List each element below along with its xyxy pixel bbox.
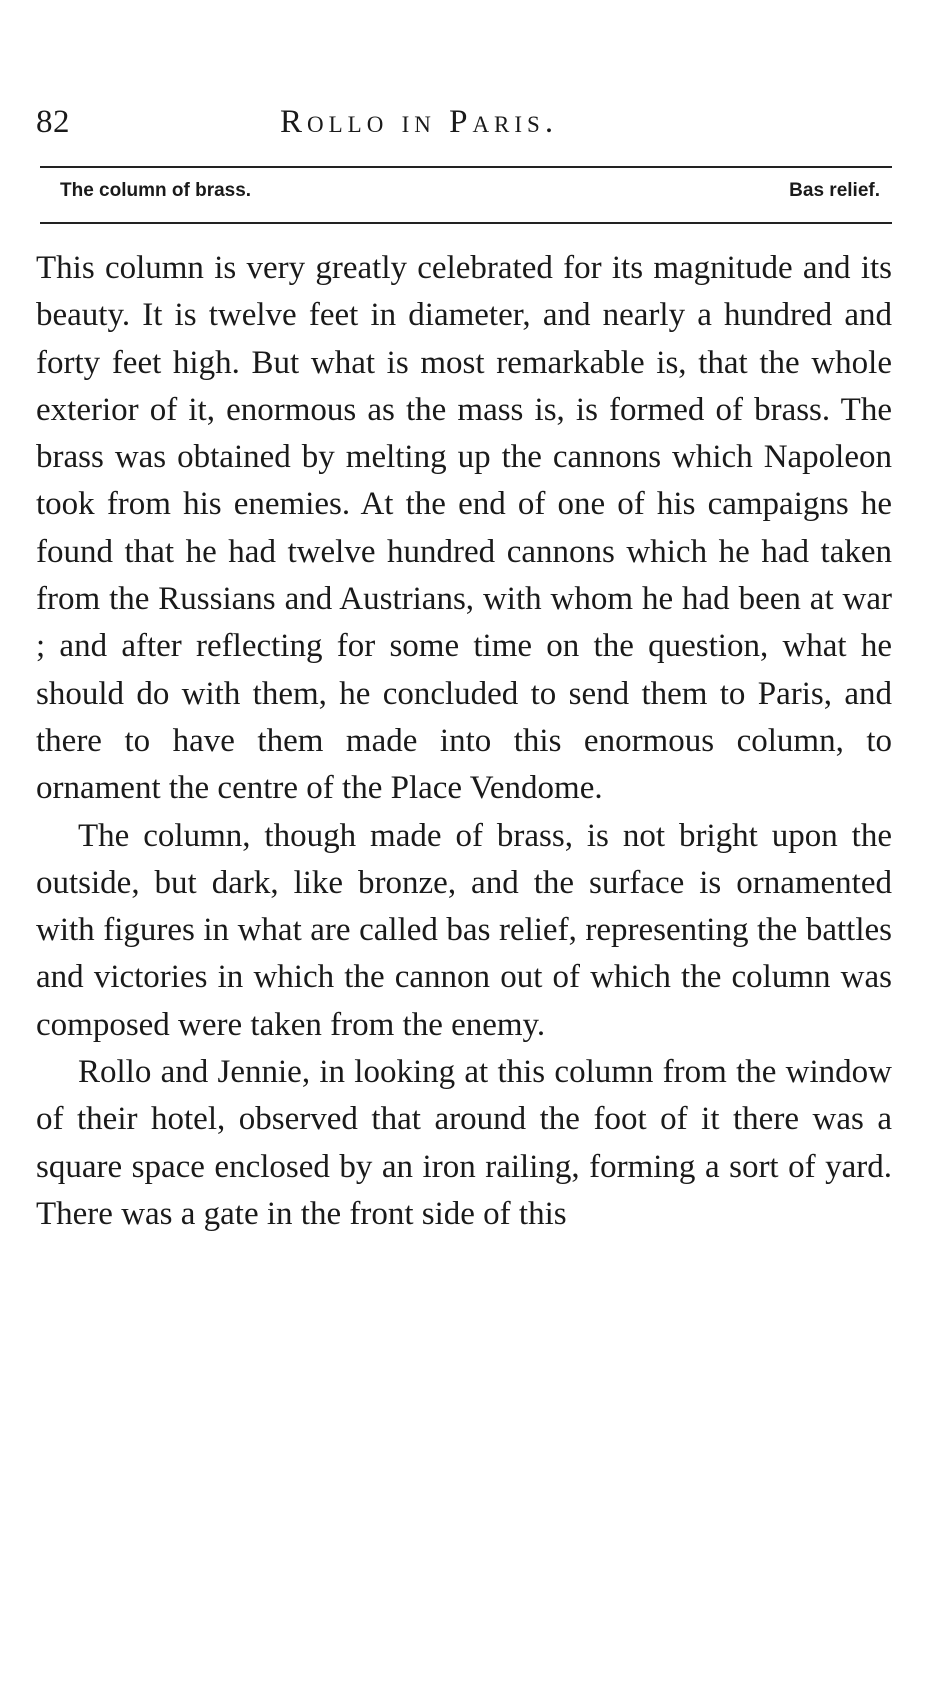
- header-rule-bottom: [40, 222, 892, 224]
- marginal-subheads: [60, 180, 880, 210]
- page-header: [36, 104, 891, 154]
- page-number: 82: [36, 104, 70, 140]
- header-rule-top: [40, 166, 892, 168]
- running-title: Rollo in Paris.: [280, 104, 559, 140]
- paragraph-3: Rollo and Jennie, in looking at this column from the window of their hotel, observed that around the foot of it there was a square space enclosed by an iron railing, forming a sort of yard. There was a gate in the front side of this: [36, 1054, 892, 1232]
- subhead-right: Bas relief.: [789, 180, 880, 201]
- paragraph-2: The column, though made of brass, is not bright upon the outside, but dark, like bronze, and the surface is ornamented with figures in what are called bas relief, representing the battles and victories in which the cannon out of which the column was composed were taken from the enemy.: [36, 817, 892, 1043]
- subhead-left: The column of brass.: [60, 180, 252, 201]
- paragraph-1: This column is very greatly celebrated for its magnitude and its beauty. It is twelve feet in diameter, and nearly a hundred and forty feet high. But what is most remarkable is, that the whole exterior of it, enormous as the mass is, is formed of brass. The brass was obtained by melting up the cannons which Napoleon took from his enemies. At the end of one of his campaigns he found that he had twelve hundred cannons which he had taken from the Russians and Austrians, with whom he had been at war ; and after reflecting for some time on the question, what he should do with them, he concluded to send them to Paris, and there to have them made into this enormous column, to ornament the centre of the Place Vendome.: [36, 250, 892, 807]
- body-text: [36, 245, 892, 1238]
